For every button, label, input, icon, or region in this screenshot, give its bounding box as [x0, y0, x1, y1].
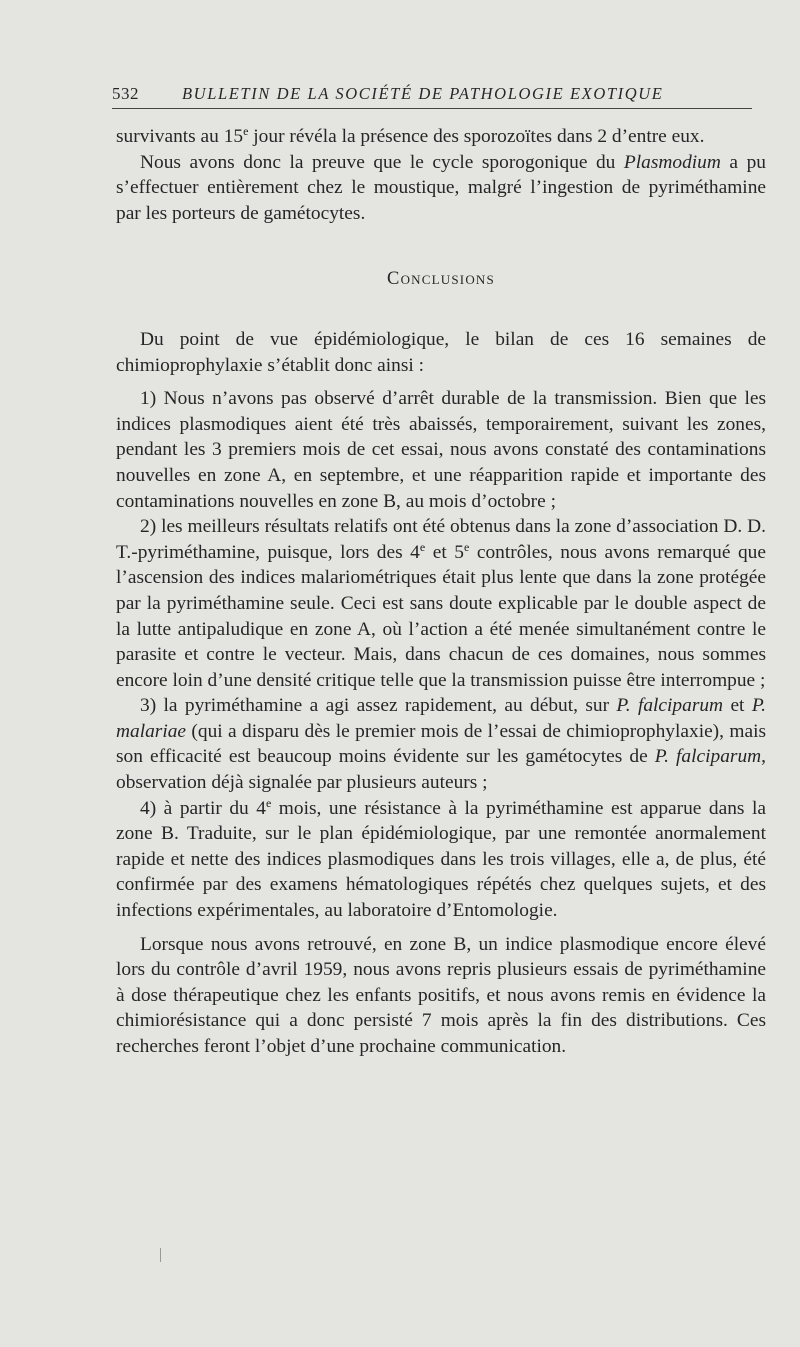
- conclusions-intro: Du point de vue épidémiologique, le bilan de ces 16 semaines de chimioprophylaxie s’établit donc ainsi :: [116, 328, 766, 376]
- article-body: [116, 124, 766, 1060]
- page-mark: [160, 1248, 161, 1262]
- paragraph-proof: Nous avons donc la preuve que le cycle sporogonique du Plasmodium a pu s’effectuer entièrement chez le moustique, malgré l’ingestion de pyriméthamine par les porteurs de gamétocytes.: [116, 151, 766, 224]
- running-title: BULLETIN DE LA SOCIÉTÉ DE PATHOLOGIE EXOTIQUE: [182, 84, 664, 103]
- page-number: 532: [112, 84, 139, 103]
- conclusion-item-1: 1) Nous n’avons pas observé d’arrêt durable de la transmission. Bien que les indices plasmodiques aient été très abaissés, temporairement, suivant les zones, pendant les 3 premiers mois de cet essai, nous avons constaté des contaminations nouvelles en zone A, en septembre, et une réapparition rapide et importante des contaminations nouvelles en zone B, au mois d’octobre ;: [116, 388, 766, 512]
- conclusion-item-4: 4) à partir du 4e mois, une résistance à la pyriméthamine est apparue dans la zone B. Traduite, sur le plan épidémiologique, par une remontée anormalement rapide et nette des indices plasmodiques dans les trois villages, elle a, de plus, été confirmée par des examens hématologiques répétés chez quelques sujets, et des infections expérimentales, au laboratoire d’Entomologie.: [116, 795, 766, 922]
- paragraph-continuation: survivants au 15e jour révéla la présence des sporozoïtes dans 2 d’entre eux.: [116, 124, 705, 147]
- final-paragraph: Lorsque nous avons retrouvé, en zone B, un indice plasmodique encore élevé lors du contrôle d’avril 1959, nous avons repris plusieurs essais de pyriméthamine à dose thérapeutique chez les enfants positifs, et nous avons remis en évidence la chimiorésistance qui a donc persisté 7 mois après la fin des distributions. Ces recherches feront l’objet d’une prochaine communication.: [116, 933, 766, 1057]
- conclusion-item-2: 2) les meilleurs résultats relatifs ont été obtenus dans la zone d’association D. D. T.-pyriméthamine, puisque, lors des 4e et 5e contrôles, nous avons remarqué que l’ascension des indices malariométriques était plus lente que dans la zone protégée par la pyriméthamine seule. Ceci est sans doute explicable par le double aspect de la lutte antipaludique en zone A, où l’action a été menée simultanément contre le parasite et contre le vecteur. Mais, dans chacun de ces domaines, nous sommes encore loin d’une densité critique telle que la transmission puisse être interrompue ;: [116, 516, 766, 691]
- page-header: [112, 78, 752, 109]
- section-title: Conclusions: [387, 269, 495, 290]
- conclusion-item-3: 3) la pyriméthamine a agi assez rapidement, au début, sur P. falciparum et P. malariae (qui a disparu dès le premier mois de l’essai de chimioprophylaxie), mais son efficacité est beaucoup moins évidente sur les gamétocytes de P. falciparum, observation déjà signalée par plusieurs auteurs ;: [116, 695, 767, 794]
